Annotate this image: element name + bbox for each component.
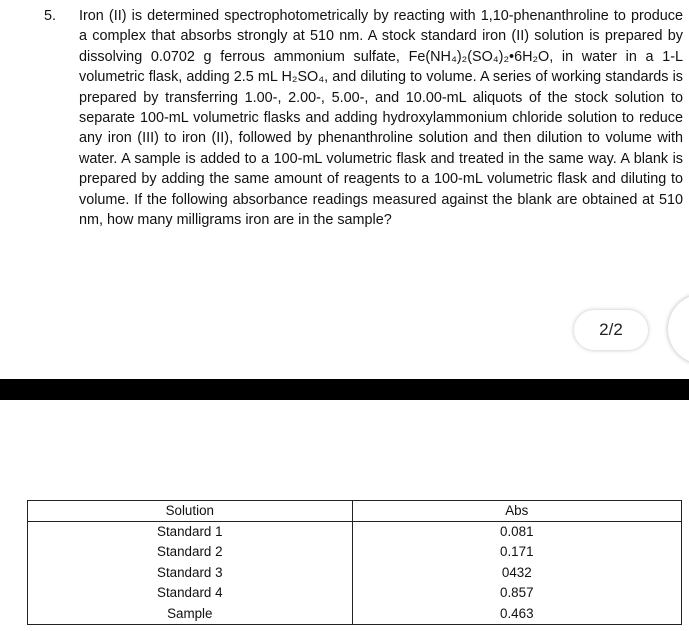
- table-row: [28, 522, 682, 543]
- header-abs: Abs: [352, 501, 681, 522]
- abs-cell: 0.857: [352, 583, 681, 603]
- abs-cell: 0.171: [352, 542, 681, 562]
- solution-cell: Standard 3: [28, 563, 353, 583]
- table-row: [28, 604, 682, 625]
- divider-bar: [0, 379, 689, 400]
- solution-cell: Standard 4: [28, 583, 353, 603]
- abs-cell: 0.463: [352, 604, 681, 625]
- absorbance-table: [27, 500, 682, 625]
- table-header-row: [28, 501, 682, 522]
- table-row: [28, 563, 682, 583]
- table-row: [28, 583, 682, 603]
- question-text: Iron (II) is determined spectrophotometrically by reacting with 1,10-phenanthroline to produce a complex that absorbs strongly at 510 nm. A stock standard iron (II) solution is prepared by dissolving 0.0702 g ferrous ammonium sulfate, Fe(NH₄)₂(SO₄)₂•6H₂O, in water in a 1-L volumetric flask, adding 2.5 mL H₂SO₄, and diluting to volume. A series of working standards is prepared by transferring 1.00-, 2.00-, 5.00-, and 10.00-mL aliquots of the stock solution to separate 100-mL volumetric flasks and adding hydroxylammonium chloride solution to reduce any iron (III) to iron (II), followed by phenanthroline solution and then dilution to volume with water. A sample is added to a 100-mL volumetric flask and treated in the same way. A blank is prepared by adding the same amount of reagents to a 100-mL volumetric flask and diluting to volume. If the following absorbance readings measured against the blank are obtained at 510 nm, how many milligrams iron are in the sample?: [79, 8, 683, 229]
- page-indicator: 2/2: [574, 310, 648, 350]
- solution-cell: Standard 2: [28, 542, 353, 562]
- table-row: [28, 542, 682, 562]
- header-solution: Solution: [28, 501, 353, 522]
- solution-cell: Standard 1: [28, 522, 353, 543]
- side-action-button[interactable]: [668, 294, 689, 364]
- problem-block: [44, 6, 684, 230]
- abs-cell: 0432: [352, 563, 681, 583]
- solution-cell: Sample: [28, 604, 353, 625]
- abs-cell: 0.081: [352, 522, 681, 543]
- question-number: 5.: [44, 8, 57, 24]
